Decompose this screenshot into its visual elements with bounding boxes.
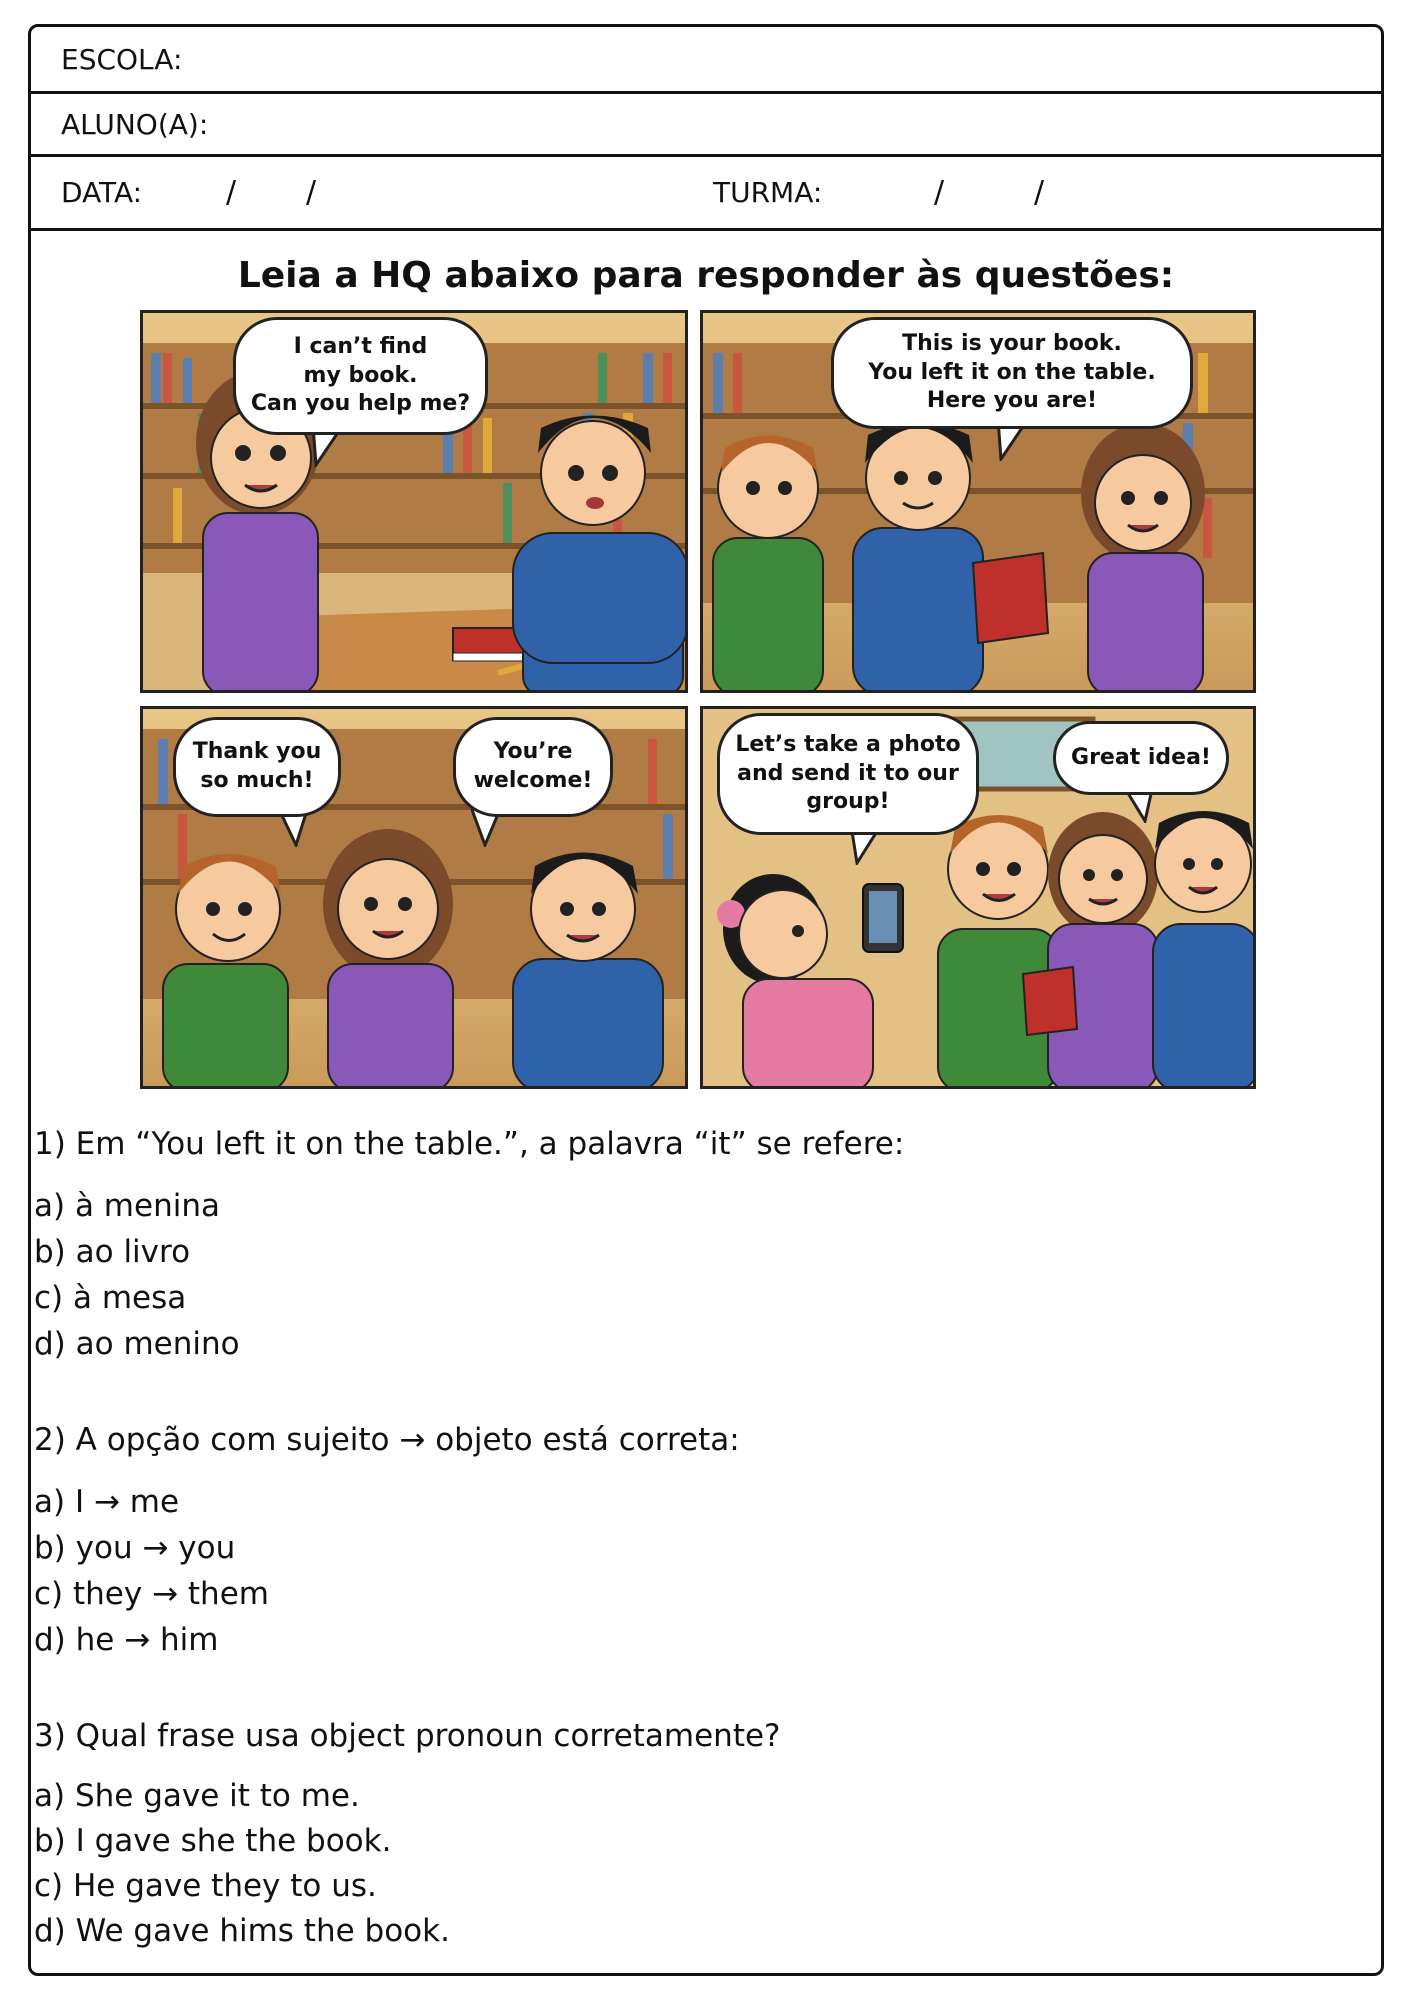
red-book [1023,967,1077,1035]
comic-strip [140,310,1256,1090]
student-row [31,94,1381,157]
boy-green-shirt-character [938,815,1058,1089]
school-row [31,27,1381,94]
question-2-prompt: 2) A opção com sujeito → objeto está correta: [34,1422,740,1458]
question-2-option: b) you → you [34,1530,236,1566]
student-label: ALUNO(A): [61,107,209,141]
question-3-option: b) I gave she the book. [34,1823,392,1859]
question-2-option: d) he → him [34,1622,219,1658]
speech-bubble-photo-idea: Let’s take a photo and send it to our group! [717,713,979,835]
date-slash: / [306,175,317,210]
comic-panel-3 [140,706,688,1089]
comic-panel-2 [700,310,1256,693]
girl-character [1081,423,1205,693]
school-label: ESCOLA: [61,42,183,76]
instructions-heading: Leia a HQ abaixo para responder às questões: [237,255,1175,296]
red-book [973,553,1048,643]
question-1-option: b) ao livro [34,1234,191,1270]
boy-blue-hoodie-character [1153,811,1256,1089]
question-1-prompt: 1) Em “You left it on the table.”, a palavra “it” se refere: [34,1126,905,1162]
speech-bubble-girl-help: I can’t find my book. Can you help me? [233,317,488,435]
comic-panel-4 [700,706,1256,1089]
comic-panel-1 [140,310,688,693]
question-2-option: c) they → them [34,1576,269,1612]
question-3-prompt: 3) Qual frase usa object pronoun corretamente? [34,1718,781,1754]
question-2-option: a) I → me [34,1484,180,1520]
boy-green-shirt-character [163,854,288,1089]
question-3-option: d) We gave hims the book. [34,1913,450,1949]
boy-blue-hoodie-character [853,423,983,693]
speech-bubble-great-idea: Great idea! [1053,721,1229,795]
question-3-option: c) He gave they to us. [34,1868,377,1904]
boy-green-shirt-character [713,436,823,694]
date-label: DATA: [61,176,143,209]
question-3-option: a) She gave it to me. [34,1778,360,1814]
class-label: TURMA: [713,176,823,209]
speech-bubble-thank-you: Thank you so much! [173,717,341,817]
date-slash: / [226,175,237,210]
class-slash: / [934,175,945,210]
question-1-option: d) ao menino [34,1326,240,1362]
date-class-row [31,157,1381,231]
question-1-option: a) à menina [34,1188,220,1224]
question-1-option: c) à mesa [34,1280,187,1316]
class-slash: / [1034,175,1045,210]
speech-bubble-boy-book: This is your book. You left it on the table. Here you are! [831,317,1193,429]
speech-bubble-welcome: You’re welcome! [453,717,613,817]
